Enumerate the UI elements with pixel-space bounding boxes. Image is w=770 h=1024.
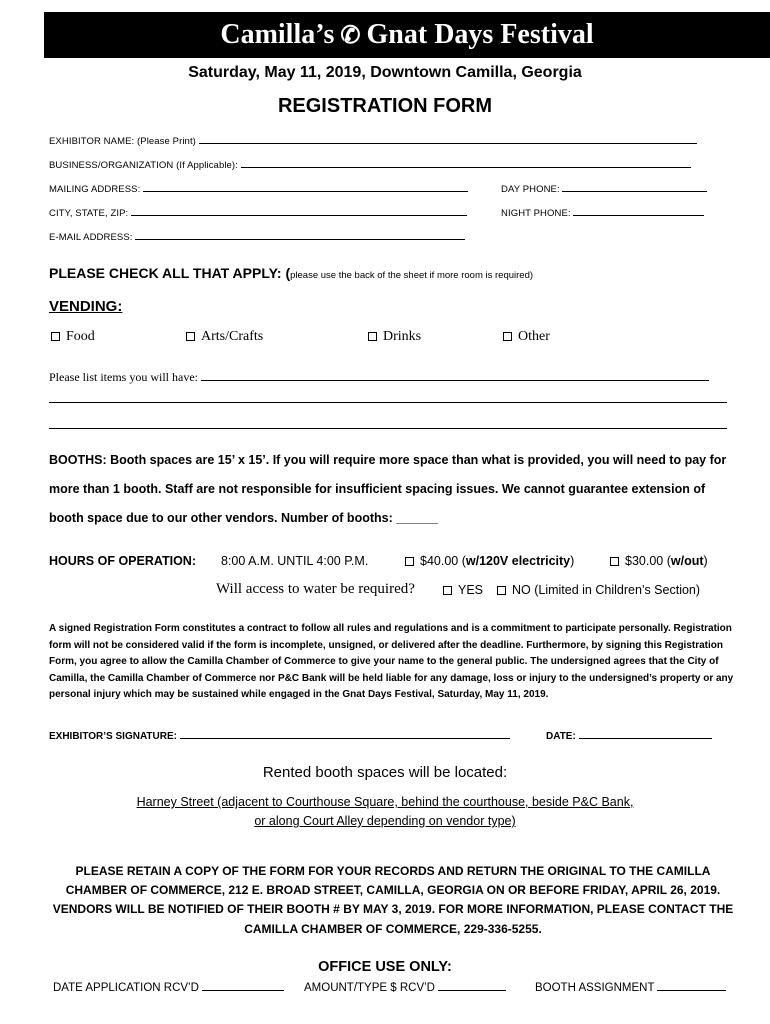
signature-field[interactable] (49, 731, 510, 742)
date-received-field[interactable] (53, 982, 284, 994)
vending-option-other[interactable]: Other (503, 329, 550, 345)
location-heading: Rented booth spaces will be located: (262, 764, 508, 781)
location-line-1: Harney Street (adjacent to Courthouse Square, behind the courthouse, beside P&C Bank, (136, 795, 634, 809)
gnat-icon: ✆ (340, 22, 361, 49)
business-line[interactable] (241, 167, 691, 168)
business-label: BUSINESS/ORGANIZATION (If Applicable): (49, 160, 238, 171)
event-date-line: Saturday, May 11, 2019, Downtown Camilla, Georgia (188, 64, 582, 81)
day-phone-label: DAY PHONE: (501, 184, 560, 195)
items-list-line-3[interactable] (49, 428, 727, 429)
price-with-electricity-option[interactable]: $40.00 (w/120V electricity) (405, 554, 574, 568)
exhibitor-name-line[interactable] (199, 143, 697, 144)
city-state-zip-field[interactable] (49, 208, 467, 219)
water-yes-option[interactable]: YES (443, 583, 483, 597)
location-line-2: or along Court Alley depending on vendor type) (254, 814, 516, 828)
check-all-note: please use the back of the sheet if more room is required) (290, 270, 534, 281)
office-use-heading: OFFICE USE ONLY: (318, 959, 452, 975)
mailing-address-label: MAILING ADDRESS: (49, 184, 141, 195)
hours-time: 8:00 A.M. UNTIL 4:00 P.M. (221, 554, 369, 568)
amount-received-line[interactable] (438, 990, 506, 991)
number-of-booths-blank[interactable]: ______ (396, 511, 438, 525)
night-phone-line[interactable] (573, 215, 704, 216)
items-list-line-2[interactable] (49, 402, 727, 403)
food-checkbox[interactable] (51, 332, 60, 341)
exhibitor-name-label: EXHIBITOR NAME: (Please Print) (49, 136, 196, 147)
items-list-label: Please list items you will have: (49, 370, 198, 384)
check-all-heading: PLEASE CHECK ALL THAT APPLY: (please use the back of the sheet if more room is required) (49, 265, 534, 281)
form-title: REGISTRATION FORM (277, 95, 493, 117)
signature-date-field[interactable] (546, 731, 712, 742)
mailing-address-field[interactable] (49, 184, 468, 195)
items-list-field[interactable] (49, 370, 709, 385)
water-no-option[interactable]: NO (Limited in Children’s Section) (497, 583, 700, 597)
price-without-electricity-option[interactable]: $30.00 (w/out) (610, 554, 708, 568)
booth-assignment-label: BOOTH ASSIGNMENT (535, 982, 655, 994)
signature-date-label: DATE: (546, 731, 576, 742)
arts-crafts-checkbox[interactable] (186, 332, 195, 341)
email-label: E-MAIL ADDRESS: (49, 232, 133, 243)
signature-label: EXHIBITOR’S SIGNATURE: (49, 731, 177, 742)
agreement-paragraph: A signed Registration Form constitutes a contract to follow all rules and regulations and is a commitment to participate personally. Registration form will not be considered valid if the form is incomplete, unsigned, or delivered after the deadline. Furthermore, by signing this Registration Form, you agree to allow the Camilla Chamber of Commerce to give your name to the general public. The undersigned agrees that the City of Camilla, the Camilla Chamber of Commerce nor P&C Bank will be held liable for any damage, loss or injury to the undersigned’s property or any personal injury which may be sustained while engaged in the Gnat Days Festival, Saturday, May 11, 2019. (49, 623, 734, 701)
water-question: Will access to water be required? (216, 581, 415, 597)
mailing-address-line[interactable] (143, 191, 468, 192)
city-state-zip-line[interactable] (131, 215, 467, 216)
day-phone-line[interactable] (562, 191, 707, 192)
night-phone-field[interactable] (501, 208, 704, 219)
vending-option-arts-crafts[interactable]: Arts/Crafts (186, 329, 263, 345)
amount-received-field[interactable] (304, 982, 506, 994)
vending-option-drinks[interactable]: Drinks (368, 329, 421, 345)
hours-label: HOURS OF OPERATION: (49, 554, 196, 568)
title-banner (44, 12, 770, 58)
amount-received-label: AMOUNT/TYPE $ RCV’D (304, 982, 435, 994)
retain-notice: PLEASE RETAIN A COPY OF THE FORM FOR YOUR RECORDS AND RETURN THE ORIGINAL TO THE CAMILLA CHAMBER OF COMMERCE, 212 E. BROAD STREET, CAMILLA, GEORGIA ON OR BEFORE FRIDAY, APRIL 26, 2019. VENDORS WILL BE NOTIFIED OF THEIR BOOTH # BY MAY 3, 2019. FOR MORE INFORMATION, PLEASE CONTACT THE CAMILLA CHAMBER OF COMMERCE, 229-336-5255. (52, 864, 734, 936)
with-electricity-checkbox[interactable] (405, 557, 414, 566)
booth-assignment-field[interactable] (535, 982, 726, 994)
other-checkbox[interactable] (503, 332, 512, 341)
booth-assignment-line[interactable] (657, 990, 726, 991)
date-received-label: DATE APPLICATION RCV’D (53, 982, 199, 994)
items-list-line-1[interactable] (201, 380, 709, 381)
title-left: Camilla’s (220, 19, 335, 50)
without-electricity-checkbox[interactable] (610, 557, 619, 566)
business-field[interactable] (49, 160, 691, 171)
vending-heading: VENDING: (49, 298, 123, 315)
title-right: Gnat Days Festival (366, 19, 594, 50)
drinks-checkbox[interactable] (368, 332, 377, 341)
water-yes-checkbox[interactable] (443, 586, 452, 595)
email-line[interactable] (135, 239, 465, 240)
city-state-zip-label: CITY, STATE, ZIP: (49, 208, 129, 219)
email-field[interactable] (49, 232, 465, 243)
signature-date-line[interactable] (579, 738, 712, 739)
water-no-checkbox[interactable] (497, 586, 506, 595)
night-phone-label: NIGHT PHONE: (501, 208, 571, 219)
day-phone-field[interactable] (501, 184, 707, 195)
exhibitor-name-field[interactable] (49, 136, 697, 147)
booths-paragraph: BOOTHS: Booth spaces are 15’ x 15’. If you will require more space than what is provided, you will need to pay for more than 1 booth. Staff are not responsible for insufficient spacing issues. We cannot guarantee extension of booth space due to our other vendors. Number of booths: ______ (49, 453, 727, 525)
vending-option-food[interactable]: Food (51, 329, 95, 345)
date-received-line[interactable] (202, 990, 284, 991)
signature-line[interactable] (180, 738, 510, 739)
